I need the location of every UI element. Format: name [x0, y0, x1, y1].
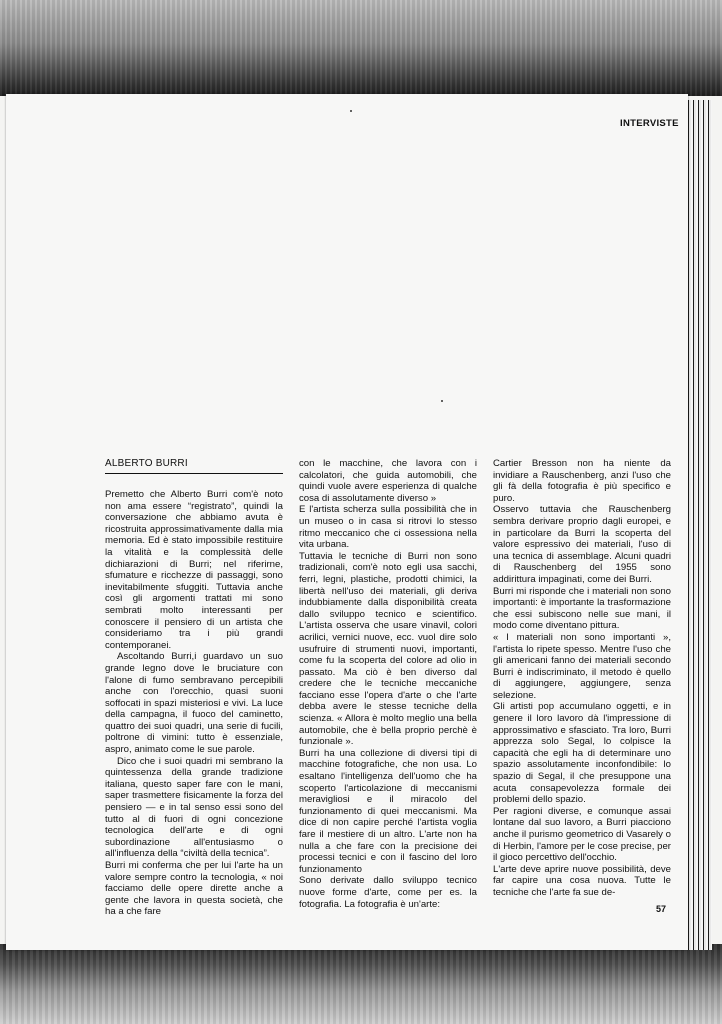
paragraph: E l'artista scherza sulla possibilità che in un museo o in casa si ritrovi lo stesso ritmo meccanico che ci ossessiona nella vita urbana. — [299, 504, 477, 551]
paragraph: Burri mi risponde che i materiali non sono importanti: è importante la trasformazione che essi subiscono nelle sue mani, il modo come diventano pittura. — [493, 585, 671, 632]
paragraph: « I materiali non sono importanti », l'artista lo ripete spesso. Mentre l'uso che gli americani fanno dei materiali secondo Burri è indiscriminato, il metodo è quello di aggiungere, aggiungere, senza selezione. — [493, 631, 671, 701]
scan-speck — [441, 400, 443, 402]
paragraph: Osservo tuttavia che Rauschenberg sembra derivare proprio dagli europei, e in particolare da Burri la scoperta del valore espressivo dei materiali, l'uso di una tecnica di assemblage. Alcuni quadri di Rauschenberg del 1955 sono addirittura impaginati, come dei Burri. — [493, 504, 671, 585]
paragraph: Gli artisti pop accumulano oggetti, e in genere il loro lavoro dà l'impressione di approssimativo e sfasciato. Tra loro, Burri apprezza solo Segal, lo colpisce la capacità che egli ha di determinare uno spazio assolutamente inconfondibile: lo spazio di Segal, il che presuppone una acuta consapevolezza formale dei problemi dello spazio. — [493, 701, 671, 806]
article-title: ALBERTO BURRI — [105, 458, 283, 474]
paragraph: Cartier Bresson non ha niente da invidiare a Rauschenberg, anzi l'uso che gli fà della fotografia è più specifico e puro. — [493, 458, 671, 504]
page-number: 57 — [656, 904, 667, 914]
scan-dark-border-top — [0, 0, 722, 96]
section-label: INTERVISTE — [620, 118, 679, 129]
paragraph: Burri ha una collezione di diversi tipi di macchine fotografiche, che non usa. Lo esaltano l'intelligenza dell'uomo che ha scoperto l'articolazione di meccanismi meravigliosi e il miracolo del funzionamento di quei meccanismi. Ma dice di non capire perché l'artista voglia fare il mestiere di un altro. L'arte non ha nulla a che fare con la precisione dei processi tecnici e con il fascino del loro funzionamento — [299, 747, 477, 875]
scan-speck — [350, 110, 352, 112]
article-column-1 — [105, 458, 283, 918]
paragraph: Dico che i suoi quadri mi sembrano la quintessenza della grande tradizione italiana, questo saper fare con le mani, saper trasmettere fisicamente la forza del pensiero — e in tal senso essi sono del tutto al di fuori di ogni concezione tecnologica dell'arte e di ogni subordinazione all'entusiasmo o all'influenza della “civiltà della tecnica”. — [105, 755, 283, 860]
scan-dark-border-bottom — [0, 944, 722, 1024]
article-column-3 — [493, 458, 671, 899]
paragraph: Sono derivate dallo sviluppo tecnico nuove forme d'arte, come per es. la fotografia. La fotografia è un'arte: — [299, 875, 477, 910]
page-stack-edges — [686, 100, 712, 950]
article-column-2 — [299, 458, 477, 910]
paragraph: Ascoltando Burri,i guardavo un suo grande legno dove le bruciature con l'alone di fumo sembravano percepibili anche con l'orecchio, quasi suoni soffocati in spazi misteriosi e vivi. La luce della campagna, il fuoco del caminetto, quattro dei suoi quadri, una serie di fucili, poltrone di vimini: tutto è essenziale, aspro, animato come le sue parole. — [105, 651, 283, 756]
paragraph: Per ragioni diverse, e comunque assai lontane dal suo lavoro, a Burri piacciono anche il purismo geometrico di Vasarely o di Herbin, l'amore per le cose precise, per il gioco percettivo dell'occhio. — [493, 805, 671, 864]
paragraph: Burri mi conferma che per lui l'arte ha un valore sempre contro la tecnologia, « noi facciamo delle opere dirette anche a gente che lavora in questa società, che ha a che fare — [105, 860, 283, 918]
paragraph: Premetto che Alberto Burri com'è noto non ama essere “registrato”, quindi la conversazione che abbiamo avuta è ricostruita approssimativamente dalla mia memoria. Ed è stato impossibile restituire la vitalità e la complessità delle dichiarazioni di Burri; nel riferirne, sfumature e ricchezze di passaggi, sono inevitabilmente sfuggiti. Tuttavia anche così gli argomenti trattati mi sono sembrati molto interessanti per conoscere il pensiero di un artista che consideriamo tra i più grandi contemporanei. — [105, 489, 283, 651]
paragraph: con le macchine, che lavora con i calcolatori, che guida automobili, che quindi vuole avere esperienza di qualche cosa di assolutamente diverso » — [299, 458, 477, 504]
paragraph: L'arte deve aprire nuove possibilità, deve far capire una cosa nuova. Tutte le tecniche che l'arte fa sue de- — [493, 863, 671, 898]
paragraph: Tuttavia le tecniche di Burri non sono tradizionali, com'è noto egli usa sacchi, ferri, legni, plastiche, prodotti chimici, la libertà nell'uso dei materiali, gli deriva indubbiamente dalla disponibilità creata dallo sviluppo tecnico e scientifico. L'artista osserva che usare vinavil, colori acrilici, vernici nuove, ecc. vuol dire solo usufruire di strumenti nuovi, importanti, come fu la scoperta del colore ad olio in passato. Ma ciò è ben diverso dal credere che le tecniche meccaniche facciano esse l'opera d'arte o che l'arte debba avere le stesse tecniche della scienza. « Allora è molto meglio una bella automobile, che è bella proprio perchè è funzionale ». — [299, 550, 477, 748]
